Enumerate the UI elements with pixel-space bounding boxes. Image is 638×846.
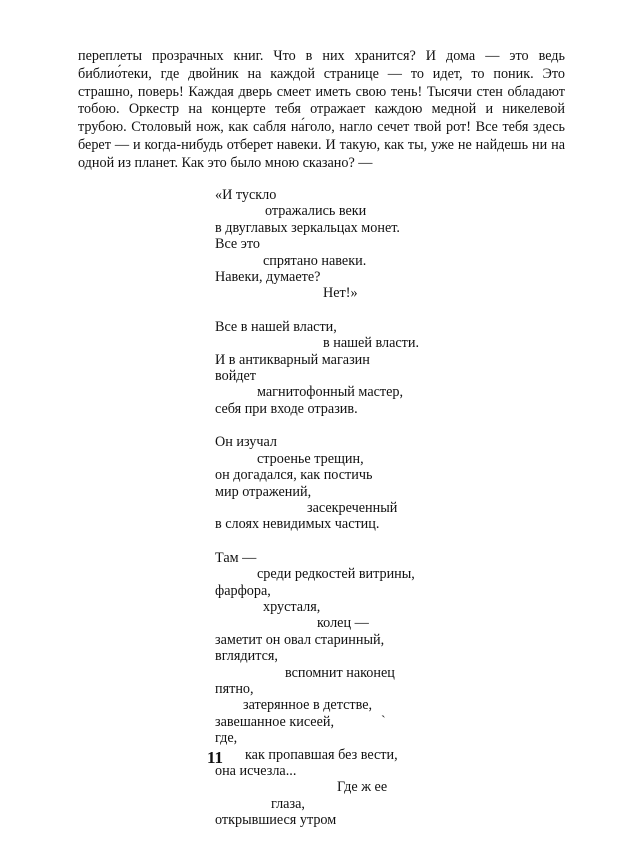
poem-line: войдет xyxy=(215,368,257,385)
poem-line: строенье трещин, xyxy=(257,450,364,467)
poem-stanza-1 xyxy=(215,187,545,302)
poem-line: «И тускло xyxy=(215,187,277,203)
poem-line: засекреченный xyxy=(307,499,398,516)
poem-line: Где ж ее xyxy=(337,779,388,796)
poem-line: она исчезла... xyxy=(215,763,297,779)
poem-stanza-4 xyxy=(215,550,545,829)
poem-line: вглядится, xyxy=(215,648,278,665)
poem-line: Все это xyxy=(215,236,260,253)
poem-line: Все в нашей власти, xyxy=(215,318,337,335)
poem-line: отражались веки xyxy=(265,203,367,220)
poem-line: в нашей власти. xyxy=(323,335,420,352)
poem-stanza-3 xyxy=(215,434,545,532)
poem-line: хрусталя, xyxy=(263,598,321,615)
poem-line: Там — xyxy=(215,549,257,566)
poem-line: Нет!» xyxy=(323,285,358,302)
stray-mark: ˋ xyxy=(381,714,386,729)
poem-line: в двуглавых зеркальцах монет. xyxy=(215,219,400,236)
poem-line: глаза, xyxy=(271,795,305,812)
poem-line: мир отражений, xyxy=(215,483,312,500)
prose-paragraph: переплеты прозрачных книг. Что в них хранится? И дома — это ведь библио́теки, где двойник на каждой странице — то идет, то поник. Это страшно, поверь! Каждая дверь смеет иметь свою тень! Тысячи стен обладают тобою. Оркестр на концерте тебя отражает каждою медной и никелевой трубою. Столовый нож, как сабля на́голо, нагло сечет твой рот! Все тебя здесь берет — и когда-нибудь отберет навеки. И такую, как ты, уже не найдешь ни на одной из планет. Как это было мною сказано? — xyxy=(78,48,565,171)
poem-line: фарфора, xyxy=(215,582,271,599)
poem-line: открывшиеся утром xyxy=(215,812,337,829)
page-number: 11 xyxy=(207,748,224,767)
poem-line: среди редкостей витрины, xyxy=(257,566,415,583)
poem-stanza-2 xyxy=(215,319,545,417)
poem-line: И в антикварный магазин xyxy=(215,351,370,368)
poem-line: Он изучал xyxy=(215,434,278,451)
poem-line: Навеки, думаете? xyxy=(215,269,321,286)
poem-line: вспомнит наконец xyxy=(285,664,395,681)
poem-line: себя при входе отразив. xyxy=(215,400,358,417)
poem xyxy=(215,187,545,846)
poem-line: колец — xyxy=(317,615,369,632)
poem-line: завешанное кисеей, xyxy=(215,713,335,730)
poem-line: он догадался, как постичь xyxy=(215,467,373,484)
poem-line: в слоях невидимых частиц. xyxy=(215,516,380,533)
poem-line: пятно, xyxy=(215,680,254,697)
poem-line: заметит он овал старинный, xyxy=(215,631,385,648)
poem-line: спрятано навеки. xyxy=(263,252,367,269)
poem-line: затерянное в детстве, xyxy=(243,697,373,714)
poem-line: где, xyxy=(215,730,238,747)
poem-line: магнитофонный мастер, xyxy=(257,384,404,401)
poem-line: как пропавшая без вести, xyxy=(245,746,398,763)
